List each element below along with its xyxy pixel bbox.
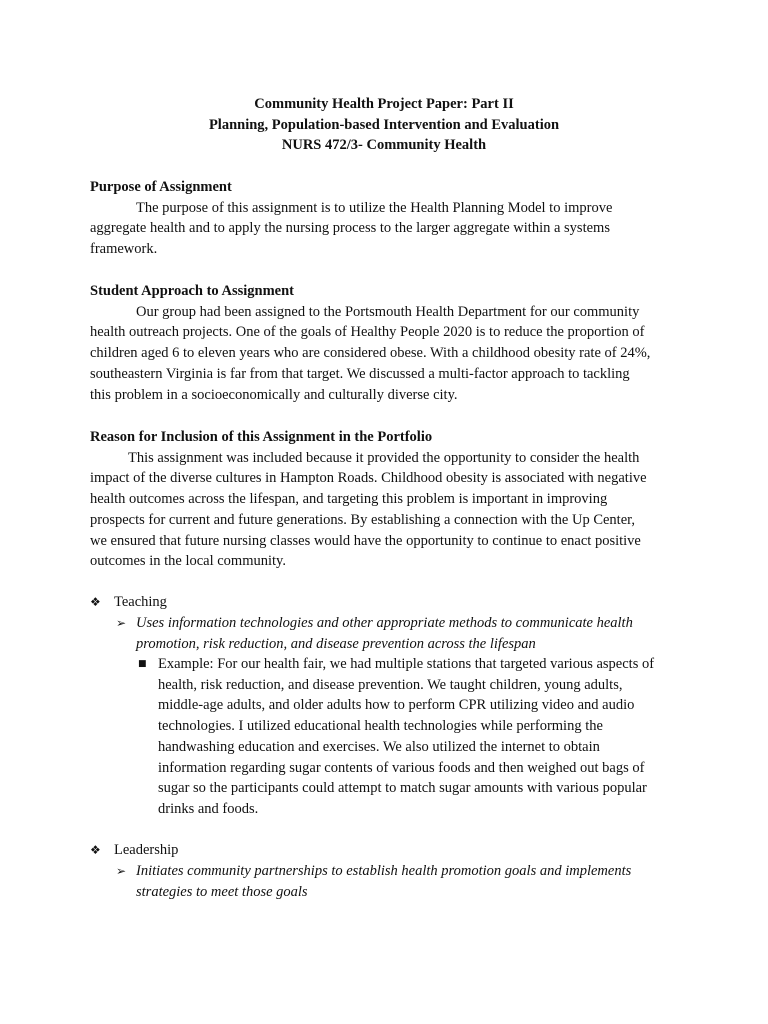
paragraph-line: The purpose of this assignment is to utilize the Health Planning Model to improve (136, 199, 613, 216)
document-title (0, 94, 768, 156)
paragraph-line: outcomes in the local community. (90, 553, 286, 570)
paragraph-line: aggregate health and to apply the nursing process to the larger aggregate within a systems (90, 220, 610, 237)
leadership-competency (116, 861, 631, 902)
paragraph-line: impact of the diverse cultures in Hampton Roads. Childhood obesity is associated with negative (90, 470, 647, 487)
paragraph-line: children aged 6 to eleven years who are considered obese. With a childhood obesity rate of 24%, (90, 345, 651, 362)
competency-line: Uses information technologies and other appropriate methods to communicate health (136, 615, 633, 631)
teaching-competency (116, 613, 633, 654)
example-line: middle-age adults, and older adults how to perform CPR utilizing video and audio (158, 697, 635, 714)
paragraph-line: this problem in a socioeconomically and culturally diverse city. (90, 386, 458, 403)
example-line: sugar so the participants could attempt to match sugar amounts with various popular (158, 780, 647, 797)
paragraph-line: health outcomes across the lifespan, and targeting this problem is important in improving (90, 491, 608, 508)
competency-line: Initiates community partnerships to establish health promotion goals and implements (136, 863, 632, 879)
example-line: drinks and foods. (158, 800, 259, 817)
teaching-example (138, 654, 654, 820)
example-line: information regarding sugar contents of various foods and then weighed out bags of (158, 759, 645, 776)
reason-section (90, 427, 660, 572)
square-bullet-icon: ■ (138, 659, 147, 669)
title-line: Community Health Project Paper: Part II (254, 96, 514, 112)
approach-section (90, 281, 660, 405)
paragraph-line: This assignment was included because it provided the opportunity to consider the health (128, 449, 640, 466)
example-line: technologies. I utilized educational health technologies while performing the (158, 718, 603, 735)
diamond-bullet-icon: ❖ (90, 843, 101, 857)
section-heading: Purpose of Assignment (90, 179, 232, 195)
example-line: handwashing education and exercises. We also utilized the internet to obtain (158, 738, 600, 755)
section-heading: Student Approach to Assignment (90, 283, 294, 299)
paragraph-line: southeastern Virginia is far from that target. We discussed a multi-factor approach to tackling (90, 365, 630, 382)
paragraph-line: health outreach projects. One of the goals of Healthy People 2020 is to reduce the proportion of (90, 324, 645, 341)
paragraph-line: we ensured that future nursing classes would have the opportunity to continue to enact positive (90, 532, 641, 549)
competency-line: strategies to meet those goals (136, 883, 308, 900)
example-line: Example: For our health fair, we had multiple stations that targeted various aspects of (158, 656, 655, 672)
arrow-bullet-icon: ➢ (116, 864, 127, 878)
bullet-teaching (90, 592, 167, 613)
competency-line: promotion, risk reduction, and disease prevention across the lifespan (136, 635, 536, 652)
bullet-label: Teaching (114, 594, 167, 610)
arrow-bullet-icon: ➢ (116, 616, 127, 630)
subtitle-line: Planning, Population-based Intervention and Evaluation (208, 116, 560, 133)
bullet-leadership (90, 840, 178, 861)
paragraph-line: prospects for current and future generations. By establishing a connection with the Up Center, (90, 511, 636, 528)
course-line: NURS 472/3- Community Health (281, 137, 487, 153)
section-heading: Reason for Inclusion of this Assignment in the Portfolio (90, 429, 433, 445)
diamond-bullet-icon: ❖ (90, 595, 101, 609)
paragraph-line: framework. (90, 241, 158, 258)
example-line: health, risk reduction, and disease prevention. We taught children, young adults, (158, 676, 623, 693)
bullet-label: Leadership (114, 842, 179, 858)
paragraph-line: Our group had been assigned to the Portsmouth Health Department for our community (136, 303, 640, 320)
purpose-section (90, 177, 660, 260)
